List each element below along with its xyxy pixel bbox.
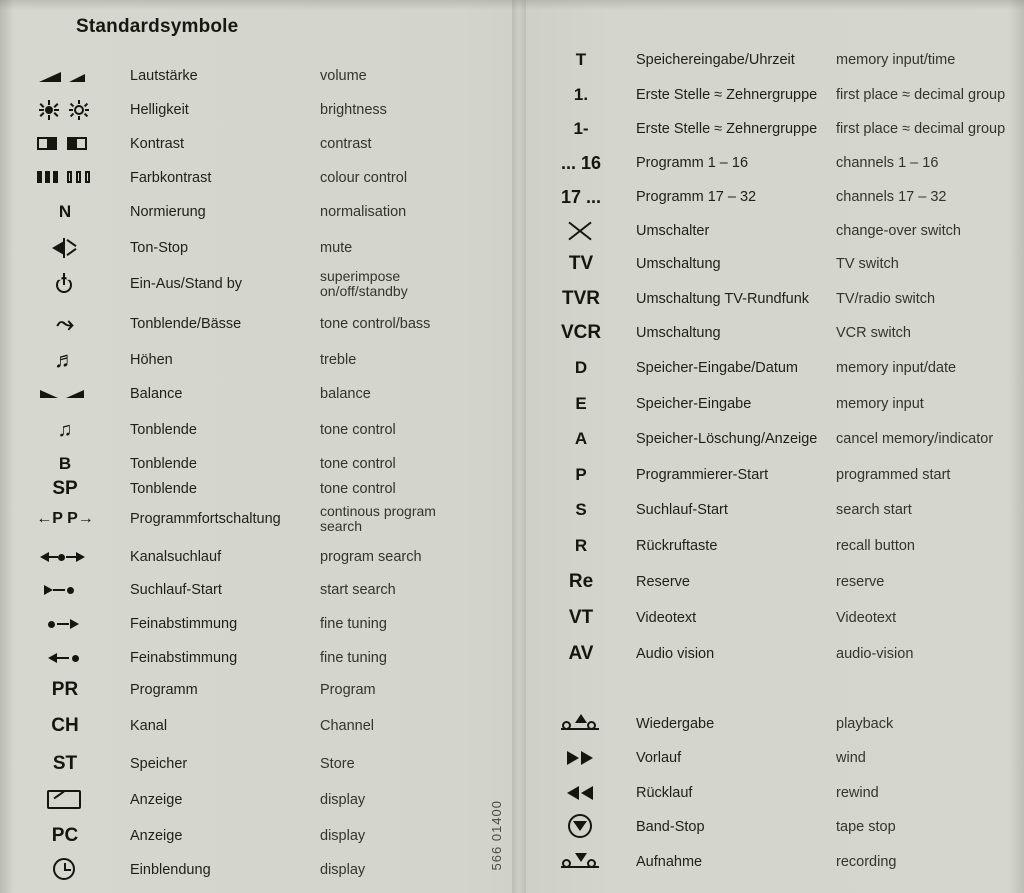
term-en: playback	[836, 716, 894, 732]
list-item	[526, 498, 1024, 522]
first-place-icon: 1.	[573, 85, 589, 104]
treble-icon: ♬	[54, 347, 76, 372]
list-item	[0, 452, 512, 476]
list-item	[0, 312, 512, 336]
list-item	[0, 545, 512, 569]
term-de: Einblendung	[130, 862, 211, 878]
letters-ch-icon: CH	[51, 715, 79, 736]
list-item	[0, 132, 512, 156]
letters-tvr-icon: TVR	[562, 288, 600, 309]
term-en: TV switch	[836, 256, 899, 272]
list-item	[0, 64, 512, 88]
term-de: Band-Stop	[636, 819, 705, 835]
term-de: Ton-Stop	[130, 240, 189, 256]
letter-r-icon: R	[574, 536, 588, 555]
page-title: Standardsymbole	[76, 16, 239, 37]
term-de: Kanal	[130, 718, 168, 734]
term-en: tape stop	[836, 819, 896, 835]
term-en: channels 17 – 32	[836, 189, 947, 205]
term-en: Store	[320, 756, 355, 772]
term-en: tone control	[320, 481, 396, 497]
term-en: balance	[320, 386, 371, 402]
power-standby-icon	[0, 272, 130, 296]
list-item	[0, 752, 512, 776]
list-item	[526, 48, 1024, 72]
term-en: normalisation	[320, 204, 407, 220]
term-en: mute	[320, 240, 353, 256]
term-en: volume	[320, 68, 367, 84]
music-note-icon: ♫	[57, 419, 73, 441]
term-en: reserve	[836, 574, 885, 590]
term-de: Programm 1 – 16	[636, 155, 749, 171]
term-de: Kontrast	[130, 136, 184, 152]
term-de: Audio vision	[636, 646, 715, 662]
term-de: Rücklauf	[636, 785, 693, 801]
term-de: Erste Stelle ≈ Zehnergruppe	[636, 121, 818, 137]
letters-av-icon: AV	[568, 643, 594, 664]
letters-pr-icon: PR	[51, 679, 79, 700]
term-de: Kanalsuchlauf	[130, 549, 222, 565]
letter-d-icon: D	[574, 358, 588, 377]
term-de: Balance	[130, 386, 183, 402]
term-de: Speicher-Eingabe	[636, 396, 752, 412]
term-de: Umschaltung TV-Rundfunk	[636, 291, 810, 307]
term-de: Tonblende	[130, 422, 197, 438]
term-de: Ein-Aus/Stand by	[130, 276, 243, 292]
list-item	[0, 714, 512, 738]
fast-forward-icon	[526, 746, 636, 770]
list-item	[0, 348, 512, 372]
term-de: Umschaltung	[636, 325, 721, 341]
term-de: Programmfortschaltung	[130, 511, 281, 527]
term-de: Speichereingabe/Uhrzeit	[636, 52, 795, 68]
letter-a-icon: A	[574, 429, 588, 448]
playback-icon	[526, 712, 636, 736]
list-item	[526, 117, 1024, 141]
list-item	[0, 200, 512, 224]
list-item	[0, 98, 512, 122]
record-icon	[526, 850, 636, 874]
term-en: memory input/date	[836, 360, 957, 376]
term-de: Programmierer-Start	[636, 467, 769, 483]
term-en: superimpose on/off/standby	[320, 268, 408, 299]
letters-vt-icon: VT	[568, 607, 594, 628]
term-en: recording	[836, 854, 897, 870]
term-en: start search	[320, 582, 396, 598]
list-item	[0, 503, 512, 534]
list-item	[526, 151, 1024, 175]
term-en: cancel memory/indicator	[836, 431, 994, 447]
term-de: Tonblende	[130, 456, 197, 472]
mute-icon	[0, 236, 130, 260]
first-place-dash-icon: 1-	[573, 119, 589, 138]
term-en: display	[320, 828, 366, 844]
term-en: first place ≈ decimal group	[836, 87, 1006, 103]
term-de: Speicher-Eingabe/Datum	[636, 360, 799, 376]
term-en: programmed start	[836, 467, 951, 483]
term-en: display	[320, 792, 366, 808]
list-item	[526, 781, 1024, 805]
brightness-icon	[0, 98, 130, 122]
fine-tuning-right-icon	[0, 612, 130, 636]
term-de: Speicher	[130, 756, 188, 772]
letter-n-icon: N	[58, 202, 72, 221]
volume-icon	[0, 64, 130, 88]
list-item	[0, 382, 512, 406]
term-en: wind	[836, 750, 866, 766]
page-gutter	[512, 0, 526, 893]
bass-icon: ⤳	[56, 311, 74, 336]
term-en: rewind	[836, 785, 879, 801]
list-item	[526, 606, 1024, 630]
term-de: Feinabstimmung	[130, 616, 238, 632]
list-item	[526, 219, 1024, 243]
term-de: Anzeige	[130, 792, 183, 808]
term-en: continous program search	[320, 503, 436, 534]
term-de: Reserve	[636, 574, 690, 590]
term-en: colour control	[320, 170, 408, 186]
term-de: Programm	[130, 682, 198, 698]
term-de: Wiedergabe	[636, 716, 715, 732]
list-item	[526, 392, 1024, 416]
change-over-switch-icon	[526, 219, 636, 243]
list-item	[526, 356, 1024, 380]
tape-stop-icon	[526, 815, 636, 839]
term-en: Program	[320, 682, 376, 698]
term-en: brightness	[320, 102, 387, 118]
list-item	[526, 815, 1024, 839]
letters-vcr-icon: VCR	[560, 322, 602, 343]
channels-1-16-icon: ... 16	[560, 152, 602, 173]
list-item	[526, 746, 1024, 770]
term-en: fine tuning	[320, 650, 387, 666]
term-de: Anzeige	[130, 828, 183, 844]
letter-s-icon: S	[575, 500, 587, 519]
term-de: Videotext	[636, 610, 697, 626]
term-en: TV/radio switch	[836, 291, 936, 307]
list-item	[526, 287, 1024, 311]
list-item	[0, 418, 512, 442]
display-box-icon	[0, 788, 130, 812]
list-item	[0, 646, 512, 670]
term-en: contrast	[320, 136, 372, 152]
contrast-icon	[0, 132, 130, 156]
term-en: tone control	[320, 456, 396, 472]
letter-p-icon: P	[575, 465, 587, 484]
term-en: Videotext	[836, 610, 897, 626]
term-de: Höhen	[130, 352, 173, 368]
term-en: tone control	[320, 422, 396, 438]
term-en: memory input	[836, 396, 924, 412]
list-item	[526, 321, 1024, 345]
list-item	[0, 824, 512, 848]
colour-control-icon	[0, 166, 130, 190]
list-item	[526, 83, 1024, 107]
term-de: Lautstärke	[130, 68, 198, 84]
term-en: memory input/time	[836, 52, 956, 68]
term-en: audio-vision	[836, 646, 914, 662]
list-item	[0, 858, 512, 882]
channel-search-icon	[0, 545, 130, 569]
list-item	[0, 166, 512, 190]
list-item	[0, 268, 512, 299]
term-en: channels 1 – 16	[836, 155, 939, 171]
right-column	[526, 0, 1024, 893]
term-en: tone control/bass	[320, 316, 431, 332]
term-de: Programm 17 – 32	[636, 189, 757, 205]
term-de: Umschalter	[636, 223, 710, 239]
term-en: first place ≈ decimal group	[836, 121, 1006, 137]
term-de: Suchlauf-Start	[636, 502, 728, 518]
term-de: Tonblende	[130, 481, 197, 497]
term-de: Umschaltung	[636, 256, 721, 272]
search-start-icon	[0, 578, 130, 602]
letter-e-icon: E	[575, 394, 587, 413]
term-en: fine tuning	[320, 616, 387, 632]
term-en: search start	[836, 502, 912, 518]
list-item	[0, 788, 512, 812]
term-en: change-over switch	[836, 223, 961, 239]
document-code: 566 01400	[489, 800, 504, 871]
term-de: Aufnahme	[636, 854, 703, 870]
list-item	[526, 534, 1024, 558]
list-item	[0, 477, 512, 501]
list-item	[526, 642, 1024, 666]
balance-icon	[0, 382, 130, 406]
letter-b-icon: B	[58, 454, 72, 473]
term-de: Normierung	[130, 204, 206, 220]
letters-re-icon: Re	[568, 571, 594, 592]
list-item	[526, 185, 1024, 209]
term-en: VCR switch	[836, 325, 911, 341]
list-item	[526, 850, 1024, 874]
list-item	[0, 678, 512, 702]
term-en: program search	[320, 549, 422, 565]
term-de: Speicher-Löschung/Anzeige	[636, 431, 818, 447]
letters-st-icon: ST	[52, 753, 78, 774]
fine-tuning-left-icon	[0, 646, 130, 670]
list-item	[526, 252, 1024, 276]
term-en: display	[320, 862, 366, 878]
program-step-icon: ←P P→	[36, 510, 94, 527]
term-de: Feinabstimmung	[130, 650, 238, 666]
term-en: recall button	[836, 538, 915, 554]
list-item	[526, 427, 1024, 451]
list-item	[526, 712, 1024, 736]
list-item	[526, 463, 1024, 487]
term-de: Vorlauf	[636, 750, 682, 766]
channels-17-32-icon: 17 ...	[560, 186, 602, 207]
term-en: treble	[320, 352, 357, 368]
term-de: Helligkeit	[130, 102, 189, 118]
list-item	[0, 612, 512, 636]
term-de: Tonblende/Bässe	[130, 316, 242, 332]
list-item	[0, 578, 512, 602]
term-de: Erste Stelle ≈ Zehnergruppe	[636, 87, 818, 103]
rewind-icon	[526, 781, 636, 805]
letters-sp-icon: SP	[52, 478, 78, 499]
list-item	[526, 570, 1024, 594]
term-de: Farbkontrast	[130, 170, 212, 186]
letter-t-icon: T	[575, 50, 587, 69]
term-en: Channel	[320, 718, 375, 734]
list-item	[0, 236, 512, 260]
letters-tv-icon: TV	[568, 253, 594, 274]
clock-icon	[0, 858, 130, 882]
letters-pc-icon: PC	[51, 825, 79, 846]
term-de: Rückruftaste	[636, 538, 718, 554]
term-de: Suchlauf-Start	[130, 582, 222, 598]
